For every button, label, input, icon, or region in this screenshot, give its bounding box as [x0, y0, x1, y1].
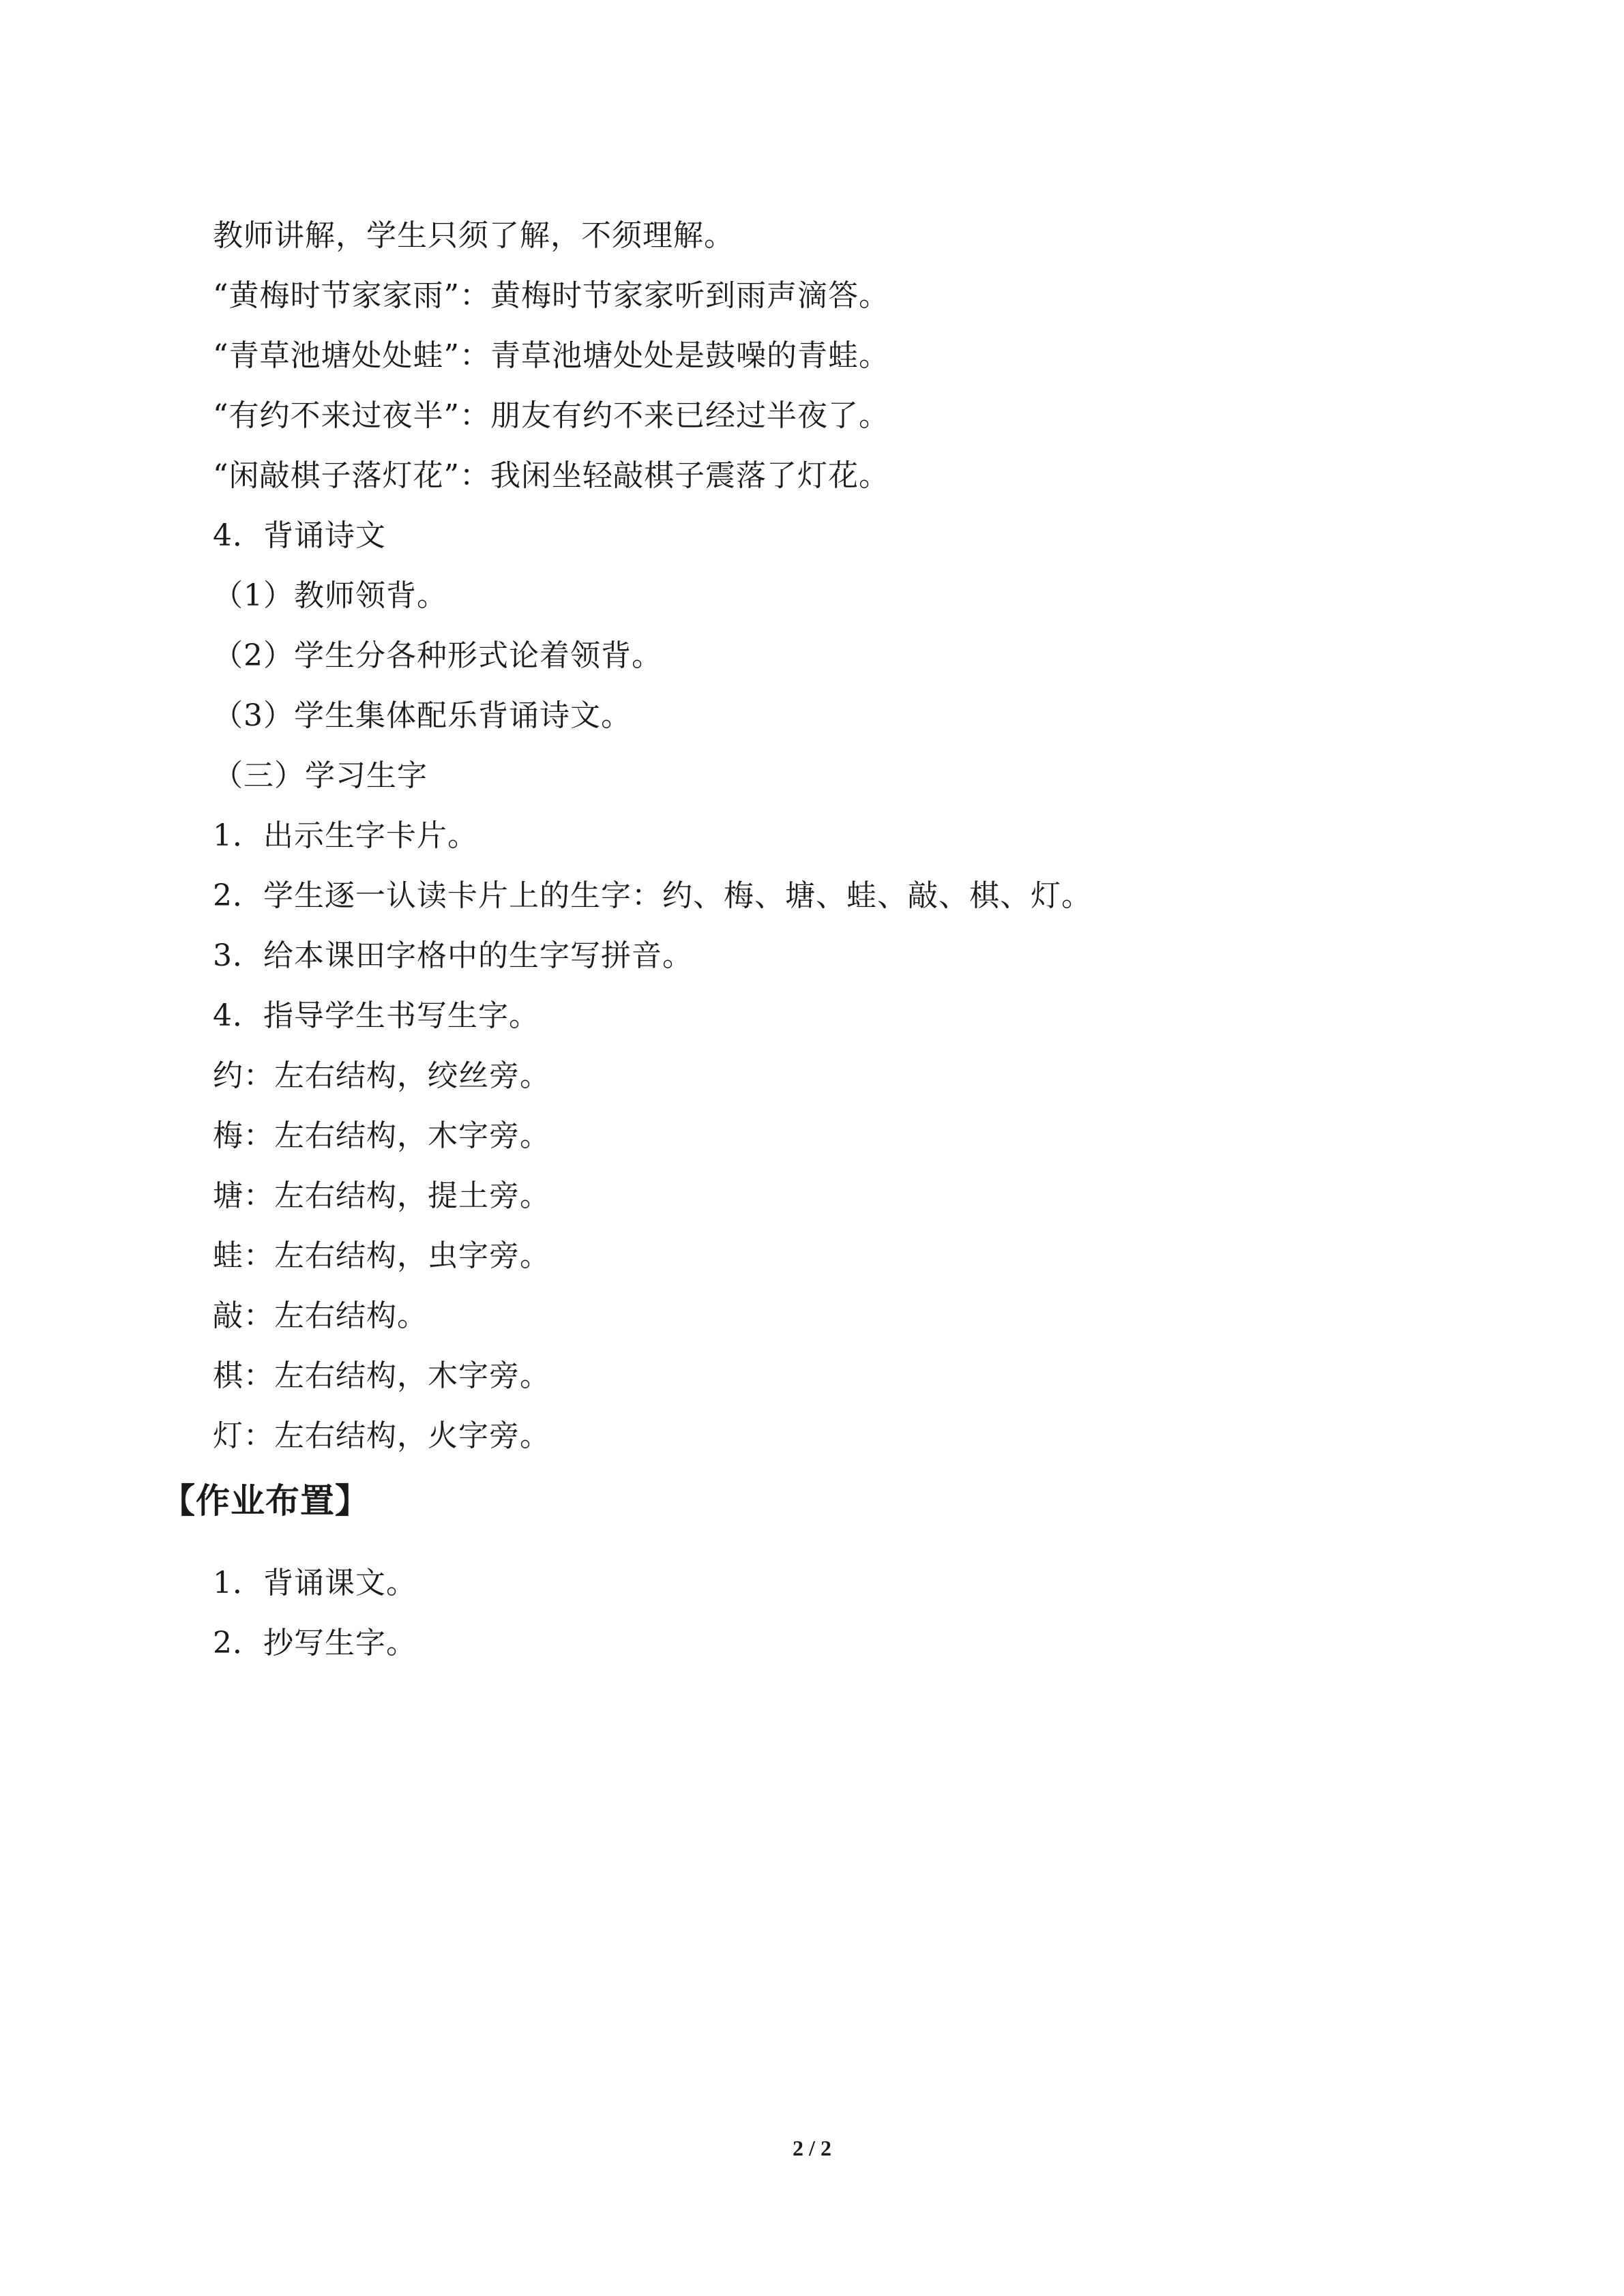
body-line: 3．给本课田字格中的生字写拼音。	[213, 938, 693, 973]
body-line: （1）教师领背。	[213, 578, 447, 613]
character-note: 塘：左右结构，提土旁。	[213, 1178, 550, 1213]
character-note: 敲：左右结构。	[213, 1298, 428, 1333]
section-item: 4．背诵诗文	[213, 518, 386, 553]
body-line: 1．出示生字卡片。	[213, 818, 478, 853]
body-line: 教师讲解，学生只须了解，不须理解。	[213, 218, 735, 253]
homework-item: 1．背诵课文。	[213, 1566, 417, 1600]
body-line: 2．学生逐一认读卡片上的生字：约、梅、塘、蛙、敲、棋、灯。	[213, 878, 1092, 913]
character-note: 约：左右结构，绞丝旁。	[213, 1058, 550, 1093]
body-line: “黄梅时节家家雨”：黄梅时节家家听到雨声滴答。	[213, 278, 889, 313]
page-number: 2 / 2	[793, 2136, 831, 2160]
body-line: “闲敲棋子落灯花”：我闲坐轻敲棋子震落了灯花。	[213, 458, 889, 493]
body-line: （3）学生集体配乐背诵诗文。	[213, 698, 632, 733]
body-line: （2）学生分各种形式论着领背。	[213, 638, 662, 673]
homework-item: 2．抄写生字。	[213, 1626, 417, 1660]
character-note: 棋：左右结构，木字旁。	[213, 1358, 550, 1393]
character-note: 灯：左右结构，火字旁。	[213, 1418, 550, 1453]
body-line: 4．指导学生书写生字。	[213, 998, 540, 1033]
homework-heading: 【作业布置】	[161, 1481, 370, 1521]
character-note: 梅：左右结构，木字旁。	[213, 1118, 550, 1153]
body-line: “青草池塘处处蛙”：青草池塘处处是鼓噪的青蛙。	[213, 338, 889, 373]
section-title: （三）学习生字	[213, 758, 428, 793]
body-line: “有约不来过夜半”：朋友有约不来已经过半夜了。	[213, 398, 889, 433]
character-note: 蛙：左右结构，虫字旁。	[213, 1238, 550, 1273]
